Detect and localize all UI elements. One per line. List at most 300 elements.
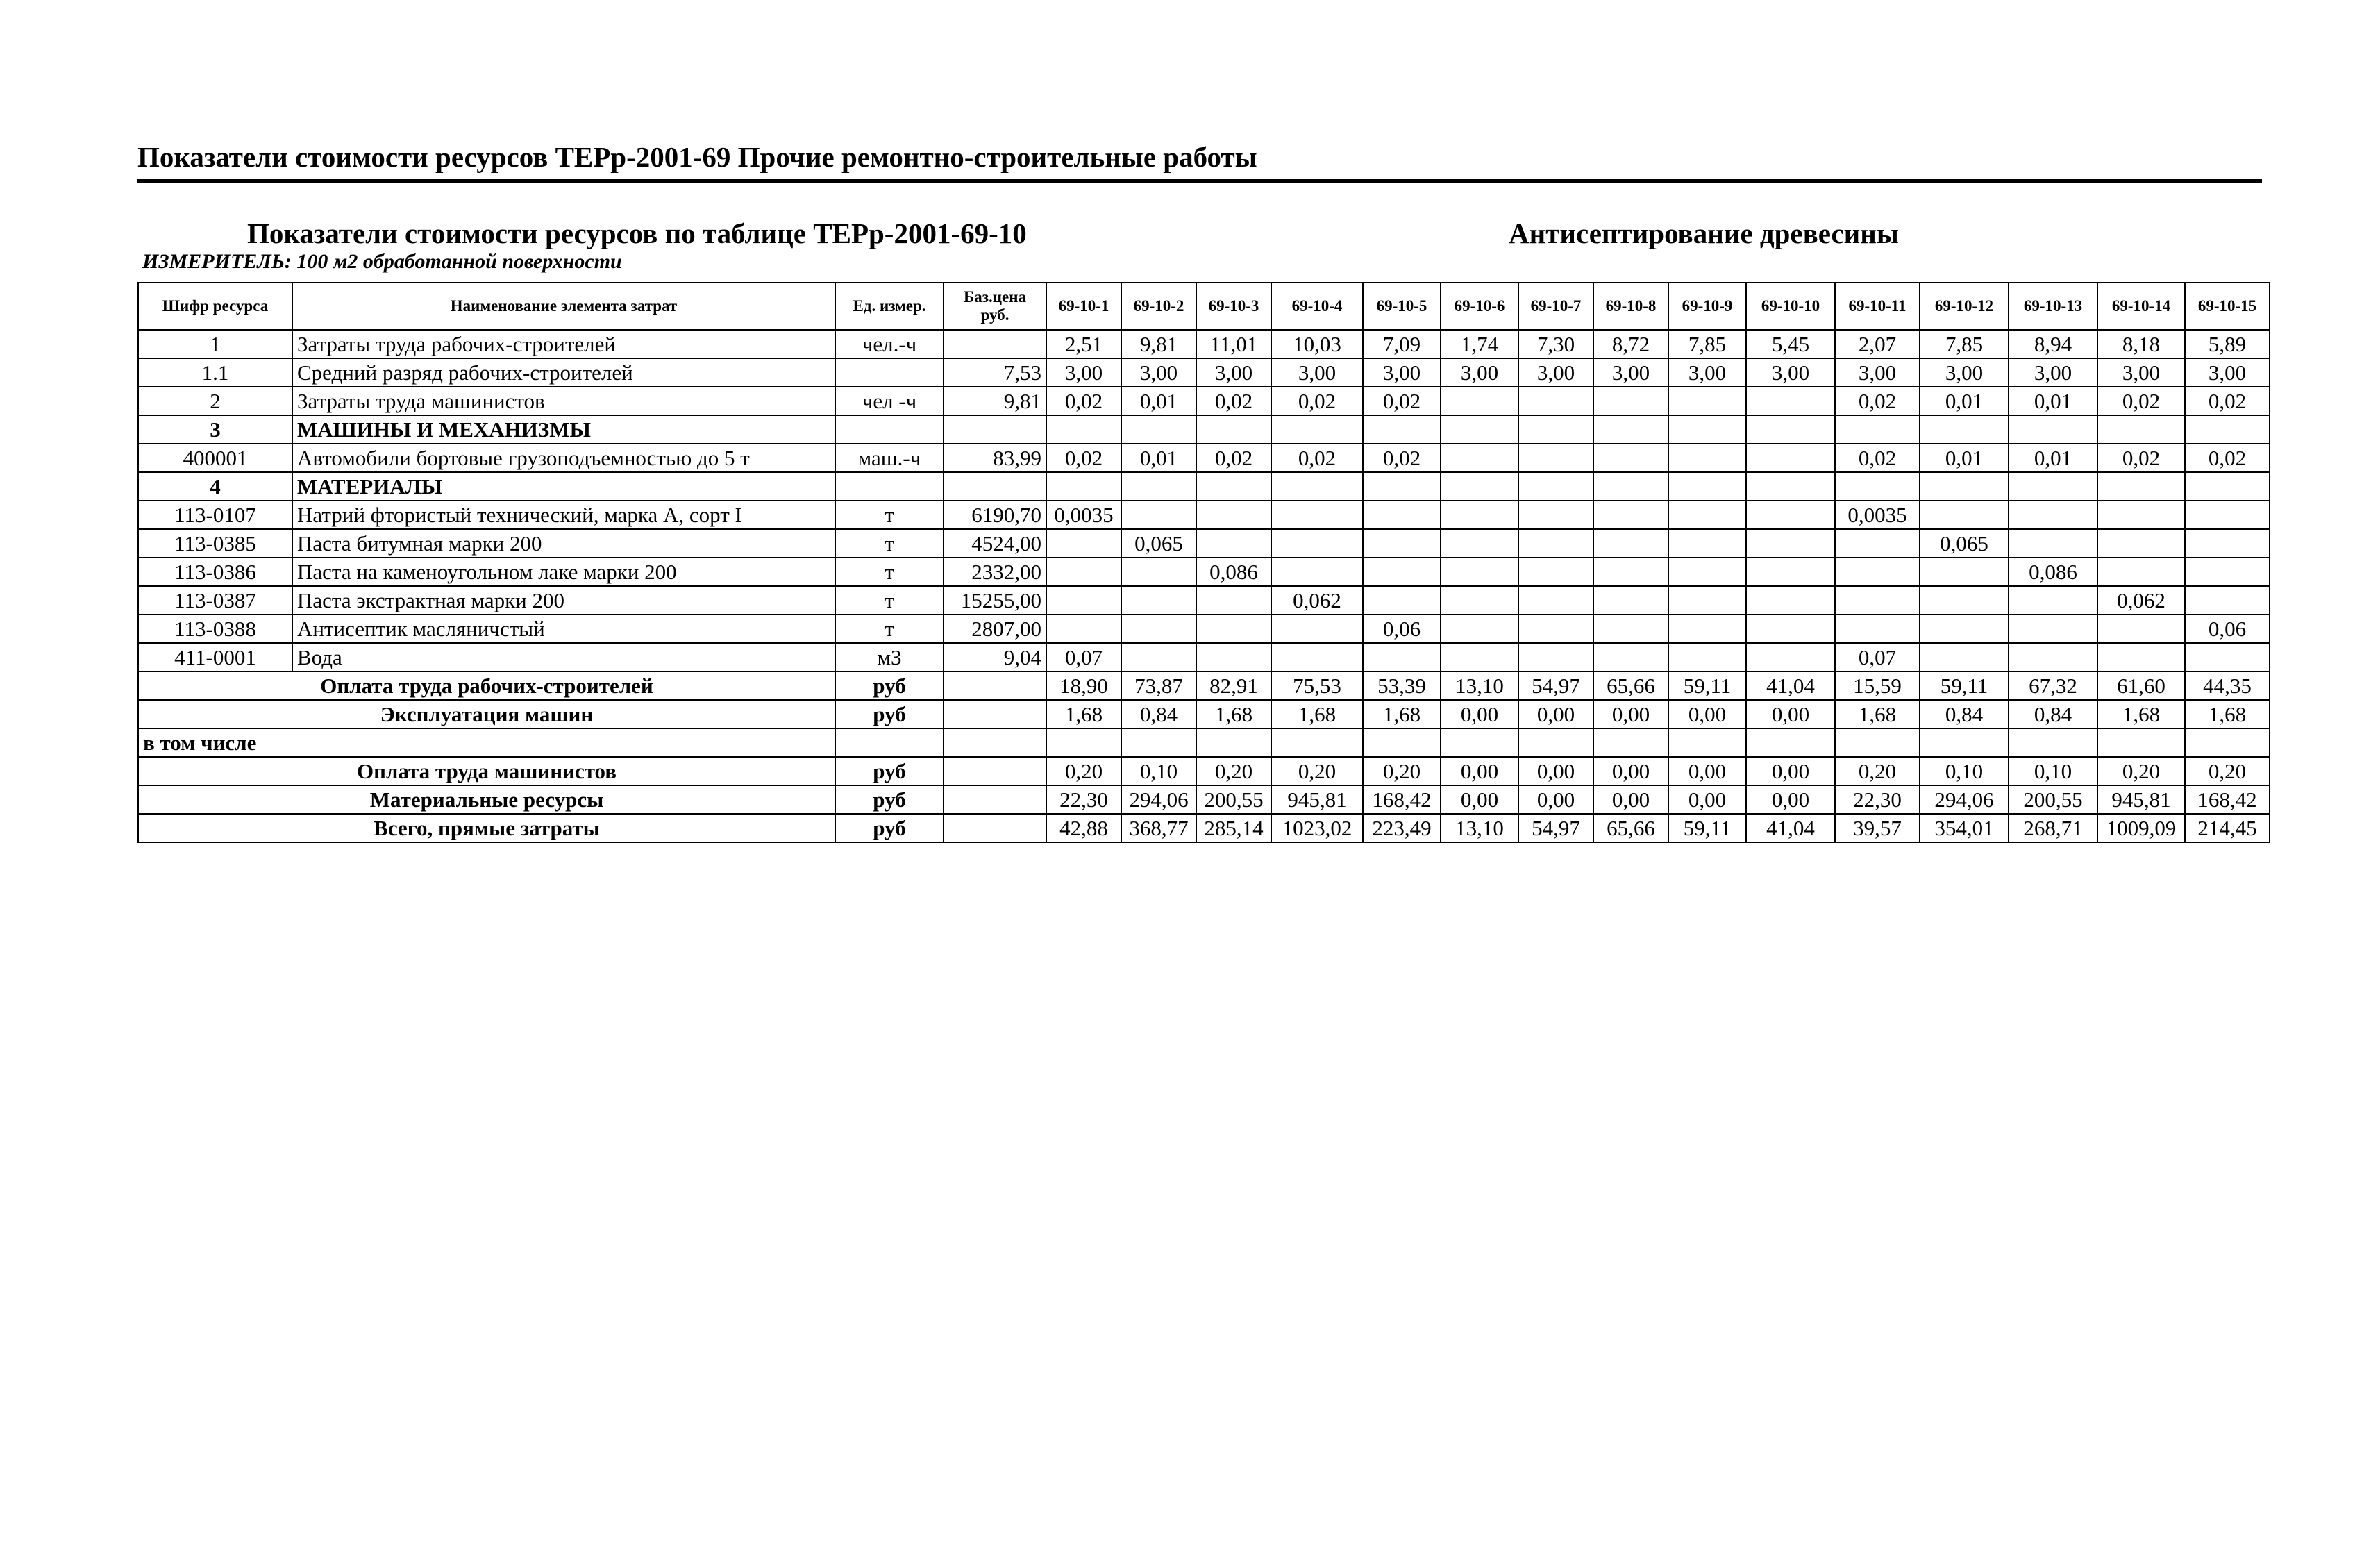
resource-name: Антисептик масляничстый <box>292 615 835 643</box>
resource-value: 5,89 <box>2185 330 2270 358</box>
total-value: 1,68 <box>2097 700 2185 728</box>
resource-value: 0,01 <box>2009 387 2097 415</box>
resource-value: 0,02 <box>1363 444 1441 472</box>
resource-name: Паста на каменоугольном лаке марки 200 <box>292 558 835 586</box>
resource-value: 0,065 <box>1920 529 2009 558</box>
total-label: Оплата труда машинистов <box>138 757 835 785</box>
total-value: 61,60 <box>2097 671 2185 700</box>
resource-value <box>1121 501 1196 529</box>
col-header-code-12: 69-10-12 <box>1920 283 2009 330</box>
resource-value <box>1518 501 1593 529</box>
resource-price: 7,53 <box>944 358 1046 387</box>
total-price <box>944 757 1046 785</box>
resource-value <box>1363 586 1441 615</box>
resource-value <box>1593 643 1668 671</box>
resource-value <box>1668 501 1746 529</box>
table-row <box>138 472 2270 501</box>
col-header-code-3: 69-10-3 <box>1196 283 1271 330</box>
total-row <box>138 728 2270 757</box>
table-title: Показатели стоимости ресурсов по таблице ТЕРр-2001-69-10 <box>247 217 1027 249</box>
total-value <box>1046 728 1121 757</box>
total-row <box>138 814 2270 842</box>
table-row <box>138 586 2270 615</box>
total-value: 0,84 <box>1121 700 1196 728</box>
resource-value <box>1668 558 1746 586</box>
resource-value: 3,00 <box>1593 358 1668 387</box>
total-value: 0,84 <box>2009 700 2097 728</box>
resource-value <box>1196 529 1271 558</box>
resource-value <box>1518 615 1593 643</box>
resource-value: 3,00 <box>2185 358 2270 387</box>
resource-value <box>1746 529 1835 558</box>
resource-unit: т <box>835 501 944 529</box>
resource-unit <box>835 415 944 444</box>
resource-price: 2807,00 <box>944 615 1046 643</box>
resource-value <box>2185 558 2270 586</box>
total-value: 75,53 <box>1271 671 1363 700</box>
resource-value <box>2185 415 2270 444</box>
total-value: 73,87 <box>1121 671 1196 700</box>
table-row <box>138 558 2270 586</box>
total-value: 0,00 <box>1668 757 1746 785</box>
resource-value <box>2097 415 2185 444</box>
total-value: 0,84 <box>1920 700 2009 728</box>
col-header-code-11: 69-10-11 <box>1835 283 1920 330</box>
total-value: 294,06 <box>1920 785 2009 814</box>
resource-value <box>1441 444 1518 472</box>
total-value: 368,77 <box>1121 814 1196 842</box>
table-row <box>138 415 2270 444</box>
resource-value: 0,0035 <box>1046 501 1121 529</box>
total-value: 294,06 <box>1121 785 1196 814</box>
resource-name: Паста экстрактная марки 200 <box>292 586 835 615</box>
resource-value <box>1121 643 1196 671</box>
resource-value <box>2097 501 2185 529</box>
resource-value: 3,00 <box>1121 358 1196 387</box>
resource-value <box>1196 501 1271 529</box>
total-value: 354,01 <box>1920 814 2009 842</box>
total-value: 0,10 <box>2009 757 2097 785</box>
resource-value <box>1746 472 1835 501</box>
resource-value <box>1920 472 2009 501</box>
resource-value <box>1593 387 1668 415</box>
resource-value <box>1196 472 1271 501</box>
resource-code: 113-0388 <box>138 615 292 643</box>
total-value: 1023,02 <box>1271 814 1363 842</box>
resource-value <box>1920 586 2009 615</box>
resource-value <box>1121 615 1196 643</box>
resource-unit: т <box>835 615 944 643</box>
resource-value: 0,02 <box>2097 444 2185 472</box>
resource-value <box>1518 444 1593 472</box>
total-value: 0,20 <box>1271 757 1363 785</box>
resource-price: 83,99 <box>944 444 1046 472</box>
total-price <box>944 728 1046 757</box>
resource-value <box>2097 558 2185 586</box>
total-price <box>944 671 1046 700</box>
resource-value: 3,00 <box>1746 358 1835 387</box>
resource-unit: м3 <box>835 643 944 671</box>
resource-value <box>1835 615 1920 643</box>
col-header-code-8: 69-10-8 <box>1593 283 1668 330</box>
table-row <box>138 529 2270 558</box>
resource-value <box>1746 615 1835 643</box>
total-value: 945,81 <box>1271 785 1363 814</box>
total-value: 223,49 <box>1363 814 1441 842</box>
resource-value <box>1593 615 1668 643</box>
total-value: 0,00 <box>1441 700 1518 728</box>
resource-value <box>1668 444 1746 472</box>
resource-value: 0,01 <box>1121 387 1196 415</box>
resource-value <box>1746 387 1835 415</box>
total-value: 0,00 <box>1668 785 1746 814</box>
total-price <box>944 700 1046 728</box>
resource-value: 0,086 <box>1196 558 1271 586</box>
resource-value <box>1920 615 2009 643</box>
resource-value: 10,03 <box>1271 330 1363 358</box>
resource-name: Натрий фтористый технический, марка А, сорт I <box>292 501 835 529</box>
resource-value <box>1518 558 1593 586</box>
resource-value <box>1363 529 1441 558</box>
col-header-code-10: 69-10-10 <box>1746 283 1835 330</box>
total-value: 200,55 <box>2009 785 2097 814</box>
resource-value <box>2185 529 2270 558</box>
col-header-code-7: 69-10-7 <box>1518 283 1593 330</box>
resource-value <box>1668 615 1746 643</box>
resource-value <box>1121 472 1196 501</box>
resource-value: 2,51 <box>1046 330 1121 358</box>
total-value: 65,66 <box>1593 671 1668 700</box>
resource-value <box>1593 472 1668 501</box>
col-header-code-4: 69-10-4 <box>1271 283 1363 330</box>
total-value: 0,20 <box>1363 757 1441 785</box>
page-header <box>137 137 2262 183</box>
resource-value <box>1668 415 1746 444</box>
resource-value <box>2185 472 2270 501</box>
total-unit: руб <box>835 814 944 842</box>
col-header-code-2: 69-10-2 <box>1121 283 1196 330</box>
resource-value <box>1271 501 1363 529</box>
total-value: 1,68 <box>1271 700 1363 728</box>
resource-value <box>1920 415 2009 444</box>
resource-value <box>1271 615 1363 643</box>
col-header-code-15: 69-10-15 <box>2185 283 2270 330</box>
total-value: 1,68 <box>1046 700 1121 728</box>
total-value: 214,45 <box>2185 814 2270 842</box>
col-header-price: Баз.цена руб. <box>944 283 1046 330</box>
resource-value <box>1046 529 1121 558</box>
total-label: Материальные ресурсы <box>138 785 835 814</box>
resource-value <box>1441 643 1518 671</box>
total-label: Всего, прямые затраты <box>138 814 835 842</box>
resource-value <box>1835 558 1920 586</box>
resource-code: 113-0107 <box>138 501 292 529</box>
resource-price: 9,04 <box>944 643 1046 671</box>
col-header-code-14: 69-10-14 <box>2097 283 2185 330</box>
resource-value <box>1746 558 1835 586</box>
total-value <box>1593 728 1668 757</box>
resource-code: 3 <box>138 415 292 444</box>
resource-unit: т <box>835 529 944 558</box>
total-value: 53,39 <box>1363 671 1441 700</box>
resource-value: 9,81 <box>1121 330 1196 358</box>
resource-value <box>1518 472 1593 501</box>
table-row <box>138 387 2270 415</box>
table-row <box>138 501 2270 529</box>
total-price <box>944 814 1046 842</box>
total-value <box>2185 728 2270 757</box>
resource-value: 7,85 <box>1920 330 2009 358</box>
resource-value: 3,00 <box>1835 358 1920 387</box>
resource-value <box>1920 501 2009 529</box>
resource-value: 1,74 <box>1441 330 1518 358</box>
total-value <box>1121 728 1196 757</box>
resource-value <box>1593 501 1668 529</box>
total-value <box>1668 728 1746 757</box>
total-value <box>1441 728 1518 757</box>
total-label: Эксплуатация машин <box>138 700 835 728</box>
resource-value: 0,07 <box>1046 643 1121 671</box>
section-title: Антисептирование древесины <box>1509 217 1899 249</box>
page-header-title: Показатели стоимости ресурсов ТЕРр-2001-69 Прочие ремонтно-строительные работы <box>137 141 1257 173</box>
total-value: 268,71 <box>2009 814 2097 842</box>
col-header-unit: Ед. измер. <box>835 283 944 330</box>
resource-value: 0,02 <box>2097 387 2185 415</box>
total-value <box>2097 728 2185 757</box>
resource-value <box>1196 586 1271 615</box>
total-value: 0,00 <box>1746 757 1835 785</box>
resource-value: 0,06 <box>2185 615 2270 643</box>
resource-value <box>1668 643 1746 671</box>
resource-value <box>1668 472 1746 501</box>
resource-value: 3,00 <box>1196 358 1271 387</box>
total-value <box>1920 728 2009 757</box>
total-value: 0,00 <box>1593 700 1668 728</box>
total-value: 13,10 <box>1441 671 1518 700</box>
resource-value: 0,062 <box>1271 586 1363 615</box>
resource-value: 3,00 <box>2097 358 2185 387</box>
resource-price: 4524,00 <box>944 529 1046 558</box>
resource-value <box>2097 615 2185 643</box>
resource-value <box>2009 472 2097 501</box>
resource-value <box>1518 643 1593 671</box>
resource-code: 1.1 <box>138 358 292 387</box>
total-value: 42,88 <box>1046 814 1121 842</box>
resource-value <box>1835 415 1920 444</box>
total-label: в том числе <box>138 728 835 757</box>
resource-code: 1 <box>138 330 292 358</box>
table-row <box>138 444 2270 472</box>
total-value: 945,81 <box>2097 785 2185 814</box>
resource-value <box>1920 643 2009 671</box>
resource-value <box>2009 643 2097 671</box>
resource-value <box>1593 444 1668 472</box>
total-value <box>1196 728 1271 757</box>
resource-value <box>1271 643 1363 671</box>
total-value: 59,11 <box>1920 671 2009 700</box>
resource-value: 0,02 <box>1046 444 1121 472</box>
resource-value <box>1363 501 1441 529</box>
resource-value: 8,18 <box>2097 330 2185 358</box>
total-value: 1,68 <box>1363 700 1441 728</box>
resource-value: 11,01 <box>1196 330 1271 358</box>
total-value <box>1363 728 1441 757</box>
resource-value: 0,06 <box>1363 615 1441 643</box>
resource-value <box>1363 415 1441 444</box>
total-value: 0,00 <box>1518 700 1593 728</box>
resource-value <box>1593 415 1668 444</box>
resource-value: 0,02 <box>2185 387 2270 415</box>
header-rule <box>137 179 2262 183</box>
total-value: 0,10 <box>1121 757 1196 785</box>
total-value: 0,00 <box>1746 785 1835 814</box>
total-value: 22,30 <box>1835 785 1920 814</box>
resource-value <box>1271 472 1363 501</box>
resource-value <box>1046 615 1121 643</box>
resource-value <box>1196 643 1271 671</box>
resource-value <box>2097 472 2185 501</box>
total-value: 0,00 <box>1441 785 1518 814</box>
resource-value: 0,01 <box>1920 387 2009 415</box>
total-value <box>1271 728 1363 757</box>
resource-value <box>1046 472 1121 501</box>
resource-value <box>1746 501 1835 529</box>
total-value: 13,10 <box>1441 814 1518 842</box>
resource-name: Затраты труда рабочих-строителей <box>292 330 835 358</box>
measure-unit: ИЗМЕРИТЕЛЬ: 100 м2 обработанной поверхности <box>142 250 622 273</box>
total-value: 0,00 <box>1746 700 1835 728</box>
total-unit: руб <box>835 700 944 728</box>
resource-name: Затраты труда машинистов <box>292 387 835 415</box>
resource-value <box>1835 529 1920 558</box>
resource-value <box>1441 558 1518 586</box>
resource-value <box>1046 558 1121 586</box>
resource-value <box>2009 415 2097 444</box>
resource-code: 2 <box>138 387 292 415</box>
total-value: 0,20 <box>2097 757 2185 785</box>
resource-name: Паста битумная марки 200 <box>292 529 835 558</box>
resource-value <box>1121 558 1196 586</box>
resource-value <box>1121 415 1196 444</box>
total-value: 168,42 <box>1363 785 1441 814</box>
resource-value <box>1593 529 1668 558</box>
total-value: 0,10 <box>1920 757 2009 785</box>
total-unit: руб <box>835 785 944 814</box>
total-value: 0,20 <box>1835 757 1920 785</box>
resource-value <box>1441 415 1518 444</box>
total-value: 54,97 <box>1518 814 1593 842</box>
resource-value <box>1441 529 1518 558</box>
resource-value: 0,02 <box>1196 444 1271 472</box>
resource-value: 0,02 <box>1271 444 1363 472</box>
resource-value <box>1363 558 1441 586</box>
resource-price: 15255,00 <box>944 586 1046 615</box>
total-row <box>138 671 2270 700</box>
resource-code: 113-0386 <box>138 558 292 586</box>
total-value: 1,68 <box>1196 700 1271 728</box>
total-row <box>138 757 2270 785</box>
resource-value <box>1363 472 1441 501</box>
col-header-code: Шифр ресурса <box>138 283 292 330</box>
resource-value <box>2097 643 2185 671</box>
resource-value <box>1746 444 1835 472</box>
resource-unit: чел -ч <box>835 387 944 415</box>
col-header-name: Наименование элемента затрат <box>292 283 835 330</box>
resource-value: 2,07 <box>1835 330 1920 358</box>
total-value: 0,00 <box>1593 757 1668 785</box>
resource-value <box>2097 529 2185 558</box>
total-row <box>138 700 2270 728</box>
total-unit: руб <box>835 671 944 700</box>
resource-value: 8,72 <box>1593 330 1668 358</box>
total-value: 0,20 <box>2185 757 2270 785</box>
resource-value <box>2009 586 2097 615</box>
total-unit: руб <box>835 757 944 785</box>
col-header-code-1: 69-10-1 <box>1046 283 1121 330</box>
resource-code: 113-0387 <box>138 586 292 615</box>
total-value <box>1835 728 1920 757</box>
resource-value: 8,94 <box>2009 330 2097 358</box>
resource-value: 0,02 <box>1835 387 1920 415</box>
resource-value: 7,09 <box>1363 330 1441 358</box>
total-value: 1,68 <box>1835 700 1920 728</box>
resource-value <box>2009 615 2097 643</box>
resource-value <box>1593 558 1668 586</box>
resource-price: 2332,00 <box>944 558 1046 586</box>
total-value <box>2009 728 2097 757</box>
total-value <box>1518 728 1593 757</box>
resource-value <box>1046 415 1121 444</box>
total-value: 41,04 <box>1746 671 1835 700</box>
resource-unit: т <box>835 586 944 615</box>
total-value <box>1746 728 1835 757</box>
resource-value <box>1920 558 2009 586</box>
resource-value: 0,01 <box>1920 444 2009 472</box>
resource-value: 0,02 <box>1271 387 1363 415</box>
total-value: 0,00 <box>1441 757 1518 785</box>
total-value: 0,00 <box>1668 700 1746 728</box>
resource-unit <box>835 472 944 501</box>
resource-value: 3,00 <box>2009 358 2097 387</box>
total-value: 59,11 <box>1668 671 1746 700</box>
resource-value: 0,02 <box>2185 444 2270 472</box>
resource-value <box>1746 643 1835 671</box>
resource-value: 0,062 <box>2097 586 2185 615</box>
resource-value: 0,02 <box>1363 387 1441 415</box>
total-value: 18,90 <box>1046 671 1121 700</box>
col-header-code-13: 69-10-13 <box>2009 283 2097 330</box>
total-value: 15,59 <box>1835 671 1920 700</box>
resource-value <box>2009 529 2097 558</box>
resource-name: Автомобили бортовые грузоподъемностью до 5 т <box>292 444 835 472</box>
resource-code: 400001 <box>138 444 292 472</box>
resource-value <box>1746 415 1835 444</box>
total-value: 65,66 <box>1593 814 1668 842</box>
resource-unit: т <box>835 558 944 586</box>
total-value: 200,55 <box>1196 785 1271 814</box>
total-value: 44,35 <box>2185 671 2270 700</box>
resource-value <box>1518 387 1593 415</box>
total-value: 54,97 <box>1518 671 1593 700</box>
resource-value: 0,086 <box>2009 558 2097 586</box>
resource-value <box>1271 529 1363 558</box>
resource-value: 0,02 <box>1196 387 1271 415</box>
total-price <box>944 785 1046 814</box>
resource-code: 411-0001 <box>138 643 292 671</box>
table-header-row <box>138 283 2270 330</box>
total-value: 22,30 <box>1046 785 1121 814</box>
resource-value <box>1518 415 1593 444</box>
